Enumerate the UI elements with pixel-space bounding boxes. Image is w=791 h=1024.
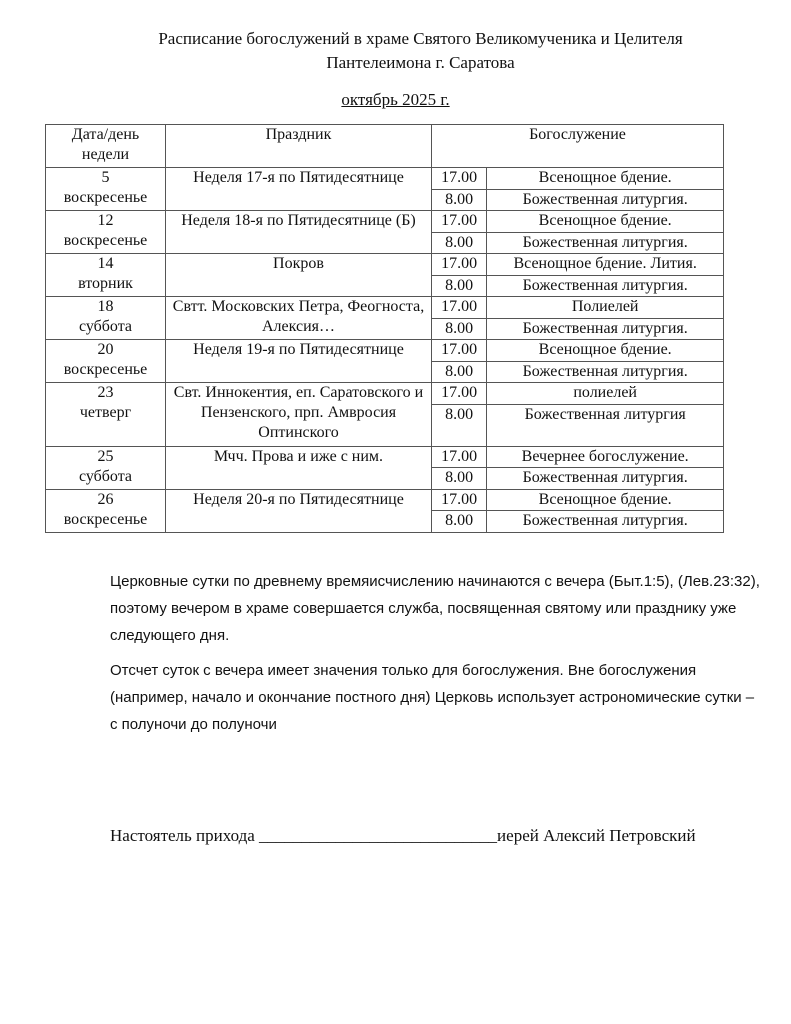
day-number: 26: [97, 490, 114, 508]
day-number: 20: [97, 341, 114, 358]
table-row: [46, 168, 724, 190]
service-name: Божественная литургия.: [487, 511, 724, 533]
feast-cell: Неделя 19-я по Пятидесятнице: [166, 340, 432, 383]
table-row: [46, 340, 724, 362]
feast-cell: Неделя 18-я по Пятидесятнице (Б): [166, 211, 432, 254]
service-name: Божественная литургия.: [487, 361, 724, 383]
schedule-table: [45, 124, 724, 533]
document-title: [0, 27, 791, 75]
service-name: Всенощное бдение.: [487, 340, 724, 362]
date-cell: [46, 297, 166, 340]
service-name: Всенощное бдение.: [487, 211, 724, 233]
service-name: Всенощное бдение.: [487, 489, 724, 511]
day-number: 18: [97, 298, 114, 315]
date-cell: [46, 383, 166, 447]
column-header-feast: Праздник: [166, 125, 432, 168]
column-header-service: Богослужение: [432, 125, 724, 168]
service-time: 8.00: [432, 468, 487, 490]
date-cell: [46, 168, 166, 211]
table-row: [46, 489, 724, 511]
service-time: 8.00: [432, 318, 487, 340]
table-header-row: [46, 125, 724, 168]
service-time: 17.00: [432, 446, 487, 468]
day-number: 23: [97, 384, 114, 401]
service-time: 8.00: [432, 232, 487, 254]
signature-line: ____________________________: [259, 826, 498, 845]
date-cell: [46, 340, 166, 383]
weekday: воскресенье: [63, 189, 148, 206]
service-time: 8.00: [432, 275, 487, 297]
service-name: Божественная литургия: [487, 404, 724, 446]
table-row: [46, 211, 724, 233]
month-heading: [0, 90, 791, 110]
service-time: 17.00: [432, 211, 487, 233]
table-row: [46, 254, 724, 276]
table-row: [46, 446, 724, 468]
title-line-2: Пантелеимона г. Саратова: [326, 53, 515, 72]
signatory-name: иерей Алексий Петровский: [497, 826, 696, 845]
service-name: Божественная литургия.: [487, 232, 724, 254]
service-name: полиелей: [487, 383, 724, 405]
day-number: 12: [97, 212, 114, 229]
weekday: суббота: [78, 318, 133, 335]
weekday: четверг: [79, 404, 132, 421]
service-name: Вечернее богослужение.: [487, 446, 724, 468]
table-row: [46, 383, 724, 405]
service-time: 17.00: [432, 383, 487, 405]
service-name: Полиелей: [487, 297, 724, 319]
feast-cell: Неделя 17-я по Пятидесятнице: [166, 168, 432, 211]
service-name: Божественная литургия.: [487, 318, 724, 340]
weekday: суббота: [78, 467, 133, 485]
day-number: 14: [97, 255, 114, 272]
service-time: 8.00: [432, 361, 487, 383]
date-cell: [46, 446, 166, 489]
service-name: Божественная литургия.: [487, 468, 724, 490]
table-row: [46, 297, 724, 319]
service-time: 17.00: [432, 297, 487, 319]
title-line-1: Расписание богослужений в храме Святого Великомученика и Целителя: [158, 29, 683, 48]
note-paragraph-2: Отсчет суток с вечера имеет значения только для богослужения. Вне богослужения (например, начало и окончание постного дня) Церковь использует астрономические сутки – с полуночи до полуночи: [110, 662, 755, 733]
service-time: 8.00: [432, 511, 487, 533]
service-name: Всенощное бдение. Лития.: [487, 254, 724, 276]
service-time: 17.00: [432, 340, 487, 362]
weekday: вторник: [78, 275, 133, 292]
service-time: 17.00: [432, 168, 487, 190]
feast-cell: Свтт. Московских Петра, Феогноста, Алексия…: [166, 297, 432, 340]
day-number: 5: [101, 169, 110, 186]
date-cell: [46, 489, 166, 532]
day-number: 25: [97, 447, 114, 465]
service-name: Всенощное бдение.: [487, 168, 724, 190]
column-header-date: Дата/день недели: [46, 125, 166, 168]
feast-cell: Неделя 20-я по Пятидесятнице: [166, 489, 432, 532]
weekday: воскресенье: [63, 510, 148, 528]
feast-cell: Покров: [166, 254, 432, 297]
month-label: октябрь 2025 г.: [341, 90, 450, 109]
feast-cell: Мчч. Прова и иже с ним.: [166, 446, 432, 489]
service-time: 8.00: [432, 404, 487, 446]
signature-block: [110, 826, 696, 846]
date-cell: [46, 254, 166, 297]
service-name: Божественная литургия.: [487, 275, 724, 297]
service-time: 17.00: [432, 489, 487, 511]
feast-cell: Свт. Иннокентия, еп. Саратовского и Пензенского, прп. Амвросия Оптинского: [166, 383, 432, 447]
weekday: воскресенье: [63, 232, 148, 249]
signature-label: Настоятель прихода: [110, 826, 255, 845]
weekday: воскресенье: [63, 361, 148, 378]
service-time: 8.00: [432, 189, 487, 211]
service-name: Божественная литургия.: [487, 189, 724, 211]
note-paragraph-1: Церковные сутки по древнему времяисчислению начинаются с вечера (Быт.1:5), (Лев.23:32), поэтому вечером в храме совершается служба, посвященная святому или празднику уже следующего дня.: [110, 573, 760, 644]
date-cell: [46, 211, 166, 254]
service-time: 17.00: [432, 254, 487, 276]
